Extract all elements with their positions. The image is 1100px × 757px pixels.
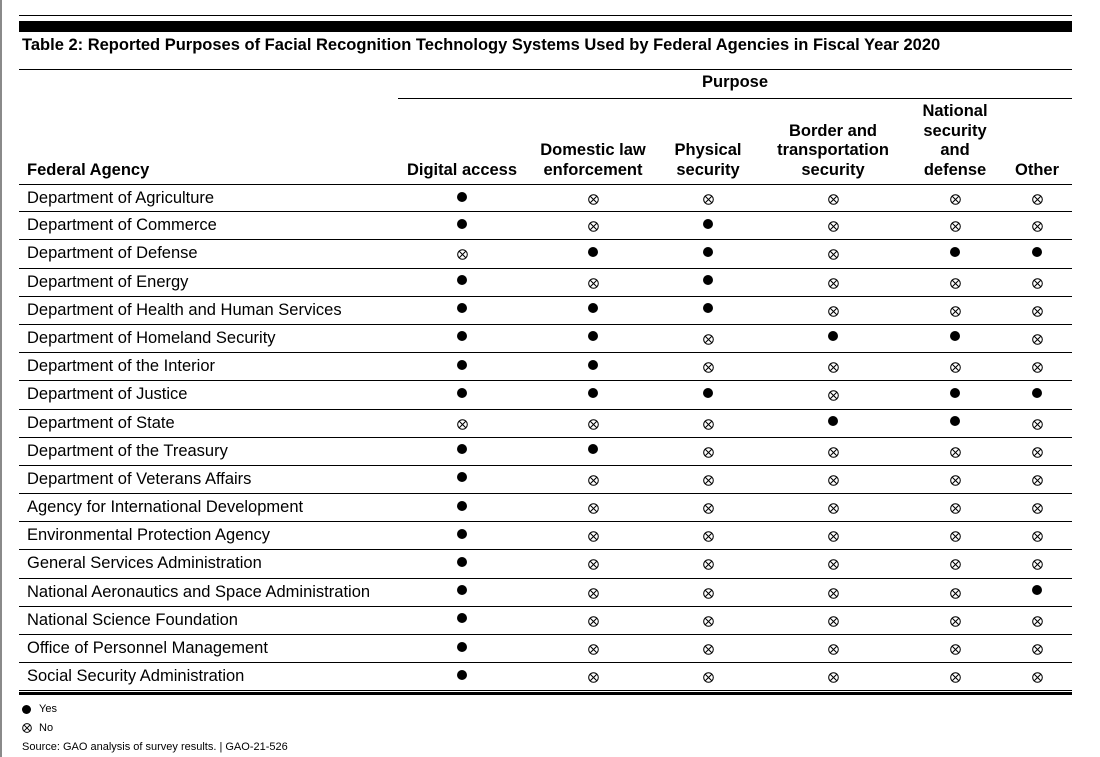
purpose-cell (935, 325, 975, 352)
purpose-cell (573, 635, 613, 662)
purpose-cell (1017, 466, 1057, 493)
circled-x-icon (703, 194, 714, 205)
purpose-cell (935, 269, 975, 296)
circled-x-icon (828, 390, 839, 401)
purpose-cell (688, 240, 728, 267)
purpose-cell (935, 212, 975, 239)
yes-dot-icon (457, 331, 467, 341)
purpose-cell (935, 438, 975, 465)
circled-x-icon (828, 475, 839, 486)
purpose-cell (813, 269, 853, 296)
table-row (19, 325, 1072, 353)
purpose-cell (813, 466, 853, 493)
table-row (19, 522, 1072, 550)
yes-dot-icon (950, 388, 960, 398)
circled-x-icon (703, 644, 714, 655)
yes-dot-icon (457, 388, 467, 398)
purpose-cell (688, 297, 728, 324)
circled-x-icon (828, 278, 839, 289)
agency-table-body (19, 184, 1072, 691)
purpose-cell (573, 240, 613, 267)
yes-dot-icon (588, 247, 598, 257)
table-row (19, 410, 1072, 438)
yes-dot-icon (1032, 247, 1042, 257)
purpose-cell (1017, 494, 1057, 521)
circled-x-icon (828, 616, 839, 627)
circled-x-icon (828, 672, 839, 683)
top-thin-rule (19, 15, 1072, 16)
purpose-cell (813, 522, 853, 549)
circled-x-icon (703, 559, 714, 570)
yes-dot-icon (703, 275, 713, 285)
circled-x-icon (703, 588, 714, 599)
agency-name: Department of Defense (27, 244, 198, 263)
purpose-cell (935, 466, 975, 493)
purpose-cell (688, 522, 728, 549)
table-row (19, 212, 1072, 240)
purpose-cell (813, 185, 853, 212)
purpose-cell (813, 579, 853, 606)
circled-x-icon (1032, 334, 1043, 345)
circled-x-icon (828, 531, 839, 542)
legend-yes-label: Yes (39, 703, 57, 715)
purpose-cell (573, 522, 613, 549)
purpose-cell (688, 438, 728, 465)
agency-name: Department of Energy (27, 272, 189, 291)
agency-name: Department of Agriculture (27, 189, 215, 207)
legend-yes (22, 703, 57, 715)
yes-dot-icon (457, 303, 467, 313)
purpose-cell (688, 381, 728, 408)
column-header-2: Domestic law enforcement (540, 141, 646, 179)
circled-x-icon (950, 672, 961, 683)
circled-x-icon (588, 221, 599, 232)
yes-dot-icon (588, 444, 598, 454)
circled-x-icon (950, 362, 961, 373)
circled-x-icon (950, 475, 961, 486)
purpose-cell (442, 269, 482, 296)
circled-x-icon (1032, 362, 1043, 373)
circled-x-icon (1032, 644, 1043, 655)
legend-no-label: No (39, 722, 54, 734)
yes-dot-icon (950, 247, 960, 257)
circled-x-icon (703, 531, 714, 542)
circled-x-icon (828, 559, 839, 570)
table-row (19, 579, 1072, 607)
purpose-cell (813, 438, 853, 465)
purpose-cell (1017, 522, 1057, 549)
column-header-5: National security and defense (922, 102, 988, 179)
purpose-cell (813, 607, 853, 634)
agency-name: Agency for International Development (27, 498, 304, 517)
table-row (19, 297, 1072, 325)
purpose-cell (813, 297, 853, 324)
yes-dot-icon (703, 303, 713, 313)
yes-dot-icon (457, 670, 467, 680)
circled-x-icon (828, 362, 839, 373)
circled-x-icon (1032, 278, 1043, 289)
purpose-cell (573, 607, 613, 634)
circled-x-icon (828, 588, 839, 599)
circled-x-icon (1032, 559, 1043, 570)
circled-x-icon (828, 221, 839, 232)
circled-x-icon (588, 672, 599, 683)
table-row (19, 184, 1072, 212)
circled-x-icon (1032, 672, 1043, 683)
circled-x-icon (588, 559, 599, 570)
circled-x-icon (588, 278, 599, 289)
yes-dot-icon (457, 501, 467, 511)
circled-x-icon (588, 503, 599, 514)
agency-name: Department of the Interior (27, 357, 216, 376)
yes-dot-icon (703, 247, 713, 257)
circled-x-icon (703, 362, 714, 373)
table-row (19, 635, 1072, 663)
purpose-cell (442, 663, 482, 690)
legend-no (22, 722, 53, 734)
purpose-cell (442, 381, 482, 408)
agency-name: Department of Homeland Security (27, 328, 276, 347)
purpose-cell (688, 579, 728, 606)
circled-x-icon (1032, 194, 1043, 205)
table-row (19, 663, 1072, 691)
circled-x-icon (950, 306, 961, 317)
purpose-cell (1017, 607, 1057, 634)
purpose-cell (573, 212, 613, 239)
circled-x-icon (457, 419, 468, 430)
yes-dot-icon (1032, 585, 1042, 595)
circled-x-icon (828, 306, 839, 317)
yes-dot-icon (457, 642, 467, 652)
purpose-cell (573, 663, 613, 690)
purpose-cell (442, 297, 482, 324)
purpose-cell (688, 212, 728, 239)
purpose-cell (1017, 663, 1057, 690)
column-header-6: Other (1014, 160, 1059, 179)
purpose-cell (442, 607, 482, 634)
circled-x-icon (588, 644, 599, 655)
purpose-cell (688, 466, 728, 493)
purpose-cell (573, 494, 613, 521)
purpose-cell (813, 381, 853, 408)
purpose-cell (813, 240, 853, 267)
yes-dot-icon (703, 219, 713, 229)
purpose-cell (935, 663, 975, 690)
table-row (19, 269, 1072, 297)
agency-name: Department of Commerce (27, 216, 217, 235)
purpose-cell (442, 410, 482, 437)
circled-x-icon (1032, 531, 1043, 542)
purpose-cell (1017, 185, 1057, 212)
column-header-4: Border and transportation security (777, 121, 889, 179)
purpose-cell (442, 240, 482, 267)
table-row (19, 353, 1072, 381)
circled-x-icon (703, 419, 714, 430)
purpose-cell (935, 635, 975, 662)
yes-dot-icon (828, 416, 838, 426)
circled-x-icon (950, 559, 961, 570)
circled-x-icon (950, 194, 961, 205)
yes-dot-icon (588, 360, 598, 370)
purpose-cell (442, 494, 482, 521)
agency-column-header: Federal Agency (27, 160, 150, 179)
purpose-cell (442, 325, 482, 352)
agency-name: Department of State (27, 413, 175, 432)
purpose-cell (573, 185, 613, 212)
purpose-cell (442, 212, 482, 239)
table-row (19, 494, 1072, 522)
purpose-cell (573, 381, 613, 408)
circled-x-icon (1032, 306, 1043, 317)
purpose-cell (935, 353, 975, 380)
circled-x-icon (588, 616, 599, 627)
table-row (19, 438, 1072, 466)
circled-x-icon (1032, 616, 1043, 627)
circled-x-icon (703, 447, 714, 458)
table-row (19, 381, 1072, 409)
purpose-cell (573, 353, 613, 380)
purpose-header: Purpose (701, 73, 769, 91)
purpose-cell (573, 579, 613, 606)
table-row (19, 240, 1072, 268)
circled-x-icon (457, 249, 468, 260)
purpose-cell (813, 494, 853, 521)
circled-x-icon (588, 531, 599, 542)
purpose-cell (573, 550, 613, 577)
purpose-cell (688, 494, 728, 521)
purpose-cell (573, 297, 613, 324)
purpose-cell (688, 635, 728, 662)
purpose-cell (442, 550, 482, 577)
circled-x-icon (703, 503, 714, 514)
yes-dot-icon (457, 557, 467, 567)
circled-x-icon (1032, 221, 1043, 232)
purpose-cell (442, 466, 482, 493)
source-note: Source: GAO analysis of survey results. | GAO-21-526 (22, 741, 288, 753)
circled-x-icon (588, 419, 599, 430)
circled-x-icon (950, 588, 961, 599)
agency-name: General Services Administration (27, 554, 262, 573)
circled-x-icon (828, 194, 839, 205)
purpose-cell (442, 353, 482, 380)
agency-name: Department of Veterans Affairs (27, 469, 252, 488)
circled-x-icon (588, 475, 599, 486)
circled-x-icon (588, 194, 599, 205)
purpose-cell (813, 635, 853, 662)
circled-x-icon (22, 723, 32, 733)
column-header-3: Physical security (674, 141, 742, 179)
purpose-cell (1017, 438, 1057, 465)
purpose-cell (442, 579, 482, 606)
table-title: Table 2: Reported Purposes of Facial Recognition Technology Systems Used by Federal Agencies in Fiscal Year 2020 (22, 36, 941, 54)
circled-x-icon (703, 616, 714, 627)
purpose-cell (1017, 635, 1057, 662)
purpose-cell (935, 240, 975, 267)
yes-dot-icon (950, 416, 960, 426)
purpose-cell (442, 438, 482, 465)
purpose-cell (1017, 297, 1057, 324)
yes-dot-icon (588, 303, 598, 313)
purpose-cell (688, 663, 728, 690)
purpose-cell (935, 185, 975, 212)
purpose-cell (1017, 550, 1057, 577)
purpose-cell (688, 269, 728, 296)
purpose-cell (935, 550, 975, 577)
yes-dot-icon (1032, 388, 1042, 398)
yes-dot-icon (588, 388, 598, 398)
purpose-cell (1017, 325, 1057, 352)
purpose-cell (935, 607, 975, 634)
yes-dot-icon (457, 613, 467, 623)
circled-x-icon (1032, 419, 1043, 430)
purpose-cell (688, 410, 728, 437)
purpose-cell (1017, 269, 1057, 296)
purpose-cell (1017, 579, 1057, 606)
agency-name: Department of Health and Human Services (27, 300, 342, 319)
agency-name: Social Security Administration (27, 667, 245, 686)
purpose-cell (1017, 240, 1057, 267)
purpose-cell (573, 438, 613, 465)
yes-dot-icon (457, 360, 467, 370)
circled-x-icon (828, 249, 839, 260)
agency-name: National Aeronautics and Space Administration (27, 582, 371, 601)
yes-dot-icon (457, 192, 467, 202)
yes-dot-icon (457, 585, 467, 595)
page-left-border (0, 0, 2, 757)
circled-x-icon (703, 334, 714, 345)
purpose-cell (1017, 353, 1057, 380)
table-row (19, 550, 1072, 578)
circled-x-icon (950, 616, 961, 627)
yes-dot-icon (950, 331, 960, 341)
purpose-cell (813, 663, 853, 690)
yes-dot-icon (457, 444, 467, 454)
purpose-cell (1017, 410, 1057, 437)
agency-name: Department of the Treasury (27, 441, 228, 460)
agency-name: Office of Personnel Management (27, 639, 268, 657)
yes-dot-icon (828, 331, 838, 341)
purpose-cell (573, 325, 613, 352)
title-rule (19, 69, 1072, 70)
purpose-cell (442, 522, 482, 549)
purpose-cell (1017, 212, 1057, 239)
purpose-cell (442, 185, 482, 212)
purpose-cell (935, 494, 975, 521)
top-thick-rule (19, 21, 1072, 32)
yes-dot-icon (703, 388, 713, 398)
purpose-cell (935, 579, 975, 606)
circled-x-icon (950, 531, 961, 542)
circled-x-icon (588, 588, 599, 599)
purpose-cell (935, 297, 975, 324)
column-headers (19, 99, 1072, 180)
circled-x-icon (950, 221, 961, 232)
circled-x-icon (950, 278, 961, 289)
purpose-cell (813, 325, 853, 352)
circled-x-icon (703, 672, 714, 683)
purpose-cell (935, 381, 975, 408)
yes-dot-icon (457, 219, 467, 229)
circled-x-icon (828, 447, 839, 458)
purpose-cell (688, 353, 728, 380)
purpose-cell (1017, 381, 1057, 408)
circled-x-icon (1032, 475, 1043, 486)
yes-dot-icon (457, 529, 467, 539)
agency-name: Environmental Protection Agency (27, 526, 271, 545)
purpose-cell (935, 410, 975, 437)
circled-x-icon (828, 644, 839, 655)
circled-x-icon (1032, 447, 1043, 458)
purpose-cell (573, 410, 613, 437)
purpose-cell (688, 550, 728, 577)
circled-x-icon (950, 644, 961, 655)
table-row (19, 607, 1072, 635)
circled-x-icon (950, 503, 961, 514)
agency-name: National Science Foundation (27, 610, 238, 629)
purpose-cell (442, 635, 482, 662)
purpose-cell (935, 522, 975, 549)
table-row (19, 466, 1072, 494)
circled-x-icon (950, 447, 961, 458)
purpose-cell (688, 607, 728, 634)
purpose-cell (813, 550, 853, 577)
purpose-cell (688, 325, 728, 352)
yes-dot-icon (588, 331, 598, 341)
yes-dot-icon (457, 275, 467, 285)
circled-x-icon (703, 475, 714, 486)
filled-dot-icon (22, 705, 31, 714)
purpose-cell (688, 185, 728, 212)
purpose-cell (573, 466, 613, 493)
purpose-cell (813, 353, 853, 380)
column-header-1: Digital access (406, 160, 518, 179)
purpose-cell (813, 410, 853, 437)
circled-x-icon (828, 503, 839, 514)
purpose-cell (813, 212, 853, 239)
circled-x-icon (1032, 503, 1043, 514)
purpose-cell (573, 269, 613, 296)
agency-name: Department of Justice (27, 385, 188, 404)
yes-dot-icon (457, 472, 467, 482)
bottom-rule (19, 692, 1072, 695)
